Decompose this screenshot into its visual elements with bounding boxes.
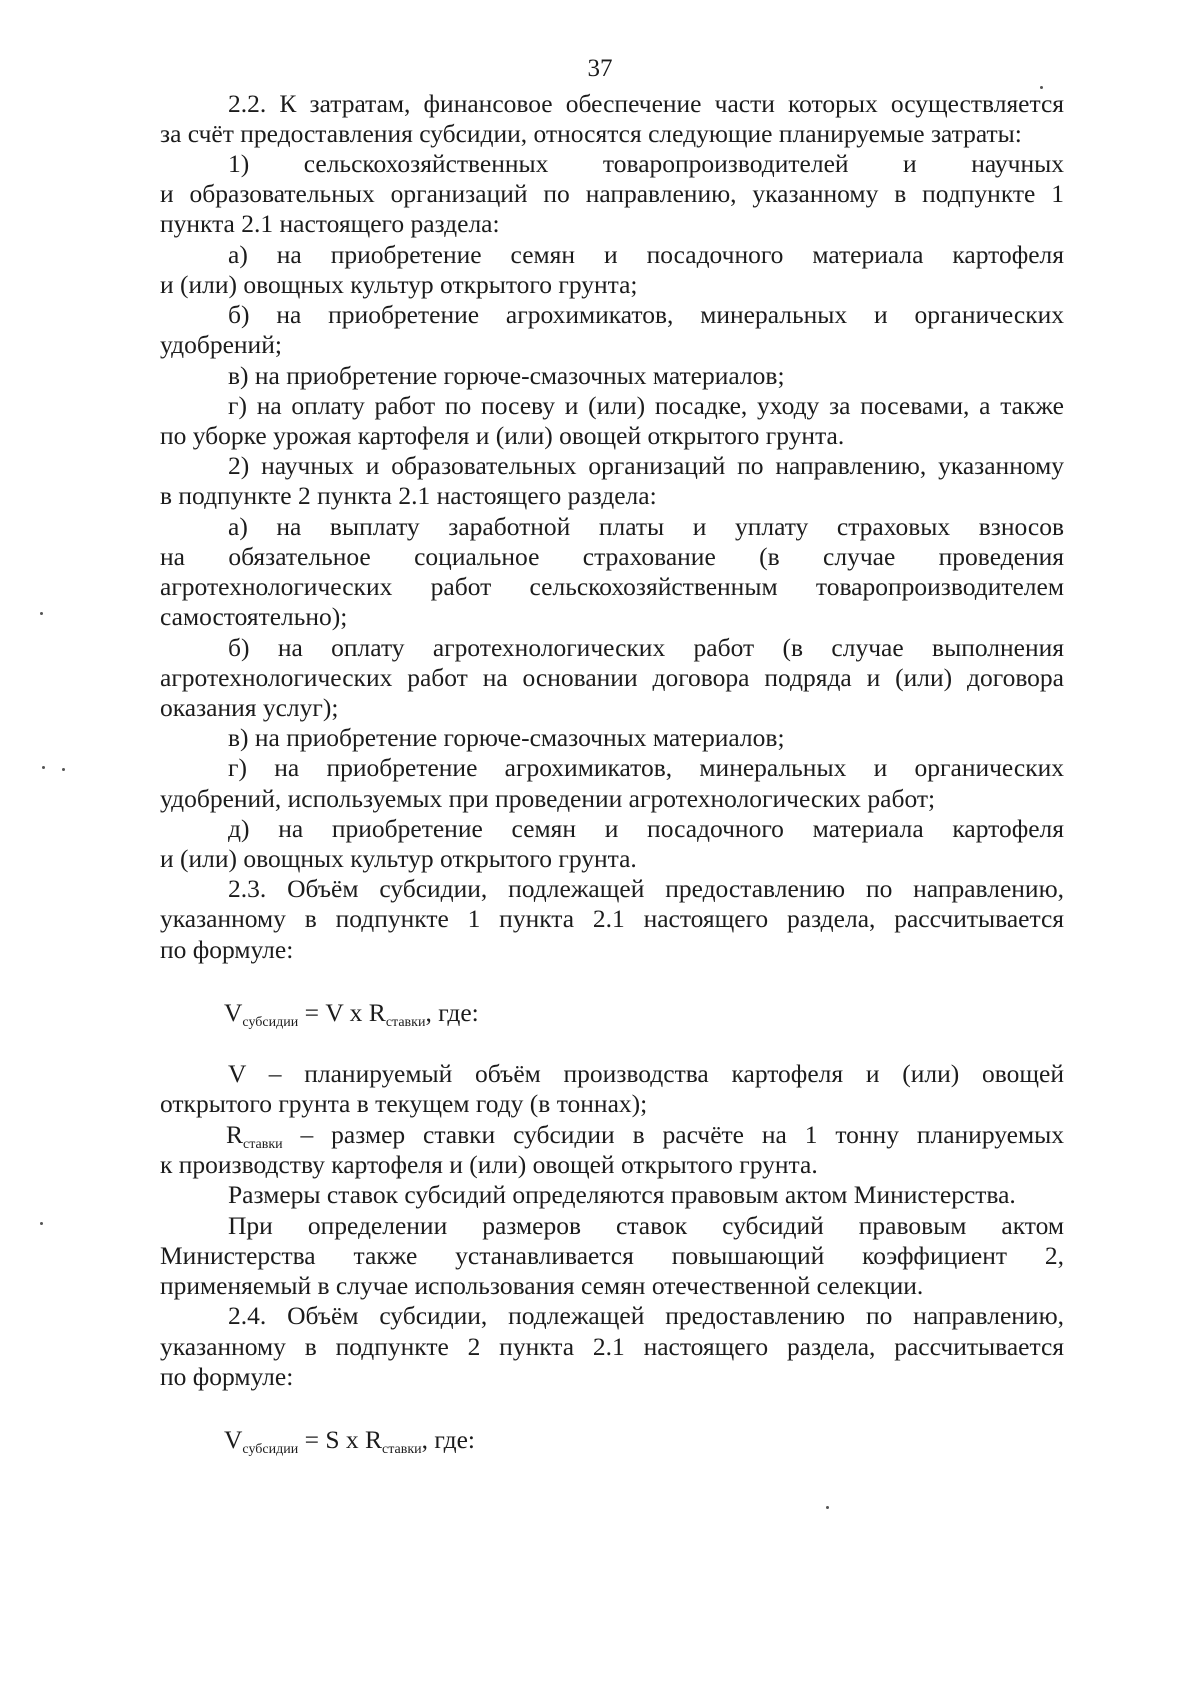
paragraph-line: 1) сельскохозяйственных товаропроизводителей и научных [228, 149, 1064, 178]
paragraph-line: 2) научных и образовательных организаций по направлению, указанному [228, 451, 1064, 480]
paragraph-line: в) на приобретение горюче-смазочных материалов; [228, 723, 785, 752]
paragraph-line: по уборке урожая картофеля и (или) овощей открытого грунта. [160, 421, 845, 450]
paragraph-line: по формуле: [160, 935, 294, 964]
paragraph-line: Министерства также устанавливается повышающий коэффициент 2, [160, 1241, 1064, 1270]
paragraph-line: удобрений; [160, 330, 282, 359]
paragraph-line: а) на выплату заработной платы и уплату страховых взносов [228, 512, 1064, 541]
definition-line: к производству картофеля и (или) овощей открытого грунта. [160, 1150, 818, 1179]
paragraph-line: г) на оплату работ по посеву и (или) посадке, уходу за посевами, а также [228, 391, 1064, 420]
scan-speck [42, 766, 45, 769]
paragraph-line: 2.2. К затратам, финансовое обеспечение части которых осуществляется [228, 89, 1064, 118]
scan-speck [826, 1506, 829, 1509]
paragraph-line: указанному в подпункте 1 пункта 2.1 настоящего раздела, рассчитывается [160, 904, 1064, 933]
paragraph-line: б) на приобретение агрохимикатов, минеральных и органических [228, 300, 1064, 329]
formula-2: $V_{субсидии} = S$ x $R_{ставки}$, где: [224, 1425, 475, 1457]
page-number: 37 [587, 55, 613, 82]
paragraph-line: по формуле: [160, 1362, 294, 1391]
paragraph-line: пункта 2.1 настоящего раздела: [160, 209, 500, 238]
scan-speck [40, 1222, 43, 1225]
paragraph-line: агротехнологических работ на основании договора подряда и (или) договора [160, 663, 1064, 692]
paragraph-line: б) на оплату агротехнологических работ (в случае выполнения [228, 633, 1064, 662]
paragraph-line: указанному в подпункте 2 пункта 2.1 настоящего раздела, рассчитывается [160, 1332, 1064, 1361]
scan-speck [62, 768, 65, 771]
formula-1: $V_{субсидии} = V$ x $R_{ставки}$, где: [224, 998, 479, 1030]
paragraph-line: д) на приобретение семян и посадочного материала картофеля [228, 814, 1064, 843]
paragraph-line: 2.4. Объём субсидии, подлежащей предоставлению по направлению, [228, 1301, 1064, 1330]
paragraph-line: в) на приобретение горюче-смазочных материалов; [228, 361, 785, 390]
scan-speck [40, 612, 43, 615]
paragraph-line: Размеры ставок субсидий определяются правовым актом Министерства. [228, 1180, 1016, 1209]
definition-line: открытого грунта в текущем году (в тоннах); [160, 1089, 648, 1118]
paragraph-line: оказания услуг); [160, 693, 339, 722]
paragraph-line: и (или) овощных культур открытого грунта. [160, 844, 637, 873]
definition-line: V – планируемый объём производства картофеля и (или) овощей [228, 1059, 1064, 1088]
paragraph-line: г) на приобретение агрохимикатов, минеральных и органических [228, 753, 1064, 782]
paragraph-line: и образовательных организаций по направлению, указанному в подпункте 1 [160, 179, 1064, 208]
paragraph-line: за счёт предоставления субсидии, относятся следующие планируемые затраты: [160, 119, 1022, 148]
paragraph-line: самостоятельно); [160, 602, 348, 631]
paragraph-line: применяемый в случае использования семян отечественной селекции. [160, 1271, 924, 1300]
paragraph-line: в подпункте 2 пункта 2.1 настоящего раздела: [160, 481, 657, 510]
paragraph-line: 2.3. Объём субсидии, подлежащей предоставлению по направлению, [228, 874, 1064, 903]
paragraph-line: а) на приобретение семян и посадочного материала картофеля [228, 240, 1064, 269]
paragraph-line: на обязательное социальное страхование (в случае проведения [160, 542, 1064, 571]
paragraph-line: агротехнологических работ сельскохозяйственным товаропроизводителем [160, 572, 1064, 601]
paragraph-line: удобрений, используемых при проведении агротехнологических работ; [160, 784, 936, 813]
scan-speck [1040, 86, 1043, 89]
paragraph-line: При определении размеров ставок субсидий правовым актом [228, 1211, 1064, 1240]
paragraph-line: и (или) овощных культур открытого грунта; [160, 270, 638, 299]
definition-line: $R_{ставки}$ – размер ставки субсидии в расчёте на 1 тонну планируемых [226, 1120, 1064, 1152]
